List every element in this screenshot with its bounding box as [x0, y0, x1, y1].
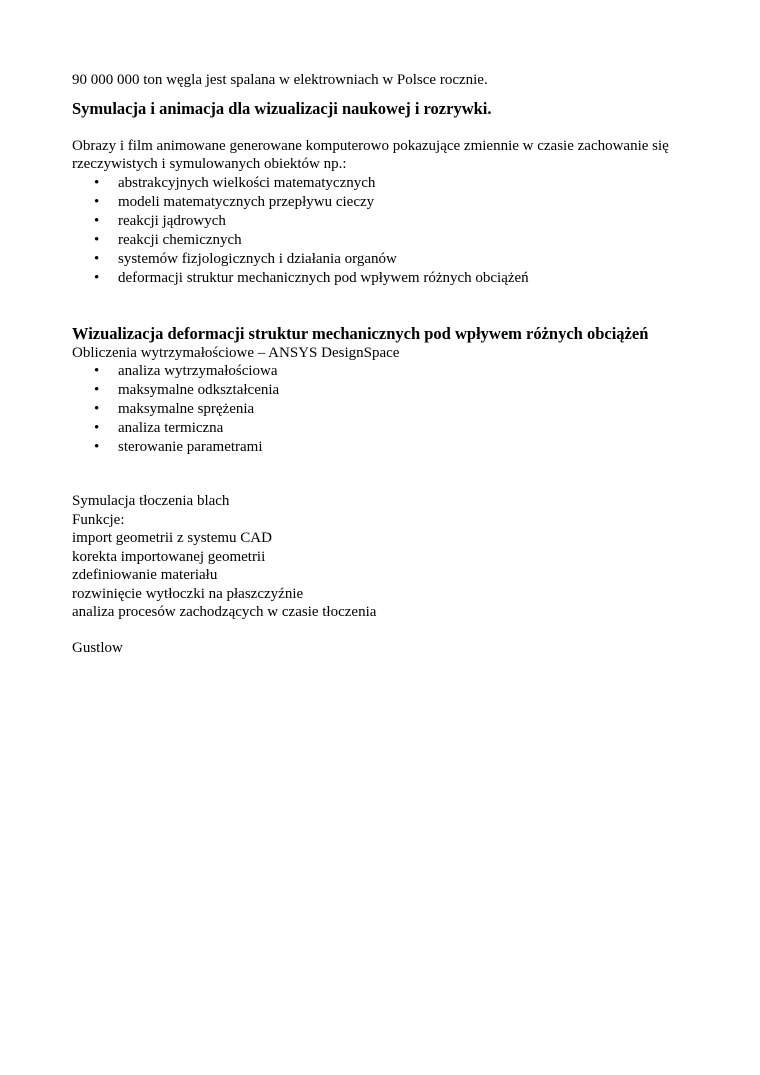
bullet-icon: • [94, 193, 100, 210]
bullet-icon: • [94, 401, 100, 417]
list-item: • reakcji jądrowych [94, 212, 226, 229]
section3-line: Symulacja tłoczenia blach [72, 493, 230, 509]
list-item: • analiza wytrzymałościowa [94, 363, 278, 379]
bullet-icon: • [94, 420, 100, 436]
section2-heading: Wizualizacja deformacji struktur mechanicznych pod wpływem różnych obciążeń [72, 323, 649, 343]
section1-bullet-list [72, 174, 692, 288]
bullet-icon: • [94, 269, 100, 286]
section2-bullet-list [72, 362, 692, 457]
bullet-icon: • [94, 212, 100, 229]
section2-subline: Obliczenia wytrzymałościowe – ANSYS DesignSpace [72, 344, 400, 361]
list-item: • maksymalne odkształcenia [94, 382, 280, 398]
footer-word: Gustlow [72, 639, 123, 656]
list-item: • sterowanie parametrami [94, 439, 263, 455]
list-item: • abstrakcyjnych wielkości matematycznych [94, 174, 376, 191]
list-item: • modeli matematycznych przepływu cieczy [94, 193, 375, 210]
bullet-icon: • [94, 382, 100, 398]
document-page [72, 71, 692, 657]
list-item: • systemów fizjologicznych i działania organów [94, 250, 397, 267]
section3-line: Funkcje: [72, 511, 125, 528]
section3-line: analiza procesów zachodzących w czasie tłoczenia [72, 604, 377, 620]
section3-line: zdefiniowanie materiału [72, 567, 218, 583]
bullet-icon: • [94, 174, 100, 191]
bullet-icon: • [94, 250, 100, 267]
section1-heading: Symulacja i animacja dla wizualizacji naukowej i rozrywki. [72, 98, 492, 118]
section3-line: rozwinięcie wytłoczki na płaszczyźnie [72, 585, 304, 602]
section3-line: import geometrii z systemu CAD [72, 530, 272, 546]
list-item: • maksymalne sprężenia [94, 401, 255, 417]
bullet-icon: • [94, 439, 100, 455]
section3-line: korekta importowanej geometrii [72, 548, 266, 565]
intro-line: 90 000 000 ton węgla jest spalana w elektrowniach w Polsce rocznie. [72, 72, 488, 88]
list-item: • analiza termiczna [94, 420, 224, 436]
list-item: • deformacji struktur mechanicznych pod wpływem różnych obciążeń [94, 269, 529, 286]
list-item: • reakcji chemicznych [94, 231, 242, 248]
section1-paragraph: Obrazy i film animowane generowane komputerowo pokazujące zmiennie w czasie zachowanie się rzeczywistych i symulowanych obiektów np.: [72, 137, 669, 172]
bullet-icon: • [94, 363, 100, 379]
bullet-icon: • [94, 231, 100, 248]
